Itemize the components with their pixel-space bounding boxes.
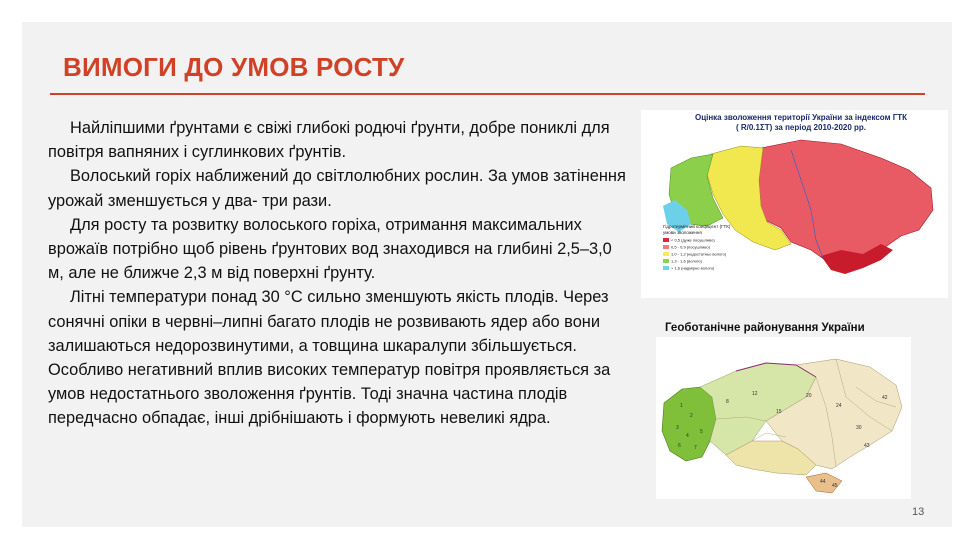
region-number: 44 xyxy=(820,479,826,485)
legend-swatch xyxy=(663,266,669,270)
title-underline xyxy=(50,93,925,95)
region-number: 24 xyxy=(836,403,842,409)
legend-swatch xyxy=(663,252,669,256)
region-number: 30 xyxy=(856,425,862,431)
moisture-map xyxy=(641,110,948,298)
region-number: 3 xyxy=(676,425,679,431)
legend-title-1: Гідротермічний коефіцієнт (ГТК) xyxy=(663,224,731,229)
paragraph-light: Волоський горіх наближений до світлолюбних рослин. За умов затінення урожай зменшується у два- три рази. xyxy=(48,167,626,210)
region-number: 2 xyxy=(690,413,693,419)
body-text xyxy=(48,116,628,431)
legend-swatch xyxy=(663,259,669,263)
region-number: 20 xyxy=(806,393,812,399)
moisture-map-title-1: Оцінка зволоження території України за індексом ГТК xyxy=(694,113,908,122)
paragraph-temperature: Літні температури понад 30 °С сильно зменшують якість плодів. Через сонячні опіки в червні–липні багато плодів не розвивають ядер або вони залишаються недорозвинутими, а товщина шкаралупи збільшується. Особливо негативний вплив високих температур повітря проявляється за умов недостатнього зволоження ґрунтів. Тоді значна частина плодів передчасно обпадає, інші дрібнішають і формують невеликі ядра. xyxy=(48,288,611,428)
legend-label: > 1,6 (надмірно волого) xyxy=(671,265,715,271)
legend-label: 0,5 - 0,9 (посушливо) xyxy=(671,244,710,250)
region-number: 43 xyxy=(864,443,870,449)
region-number: 4 xyxy=(686,433,689,439)
paragraph-groundwater: Для росту та розвитку волоського горіха, отримання максимальних врожаїв потрібно щоб рівень ґрунтових вод знаходився на глибині 2,5–3,0 м, але не ближче 2,3 м від поверхні ґрунту. xyxy=(48,215,612,283)
region-number: 15 xyxy=(776,409,782,415)
geobotanical-map-caption: Геоботанічне районування України xyxy=(665,322,865,334)
geobotanical-map xyxy=(656,337,911,499)
legend-label: < 0,5 (дуже посушливо) xyxy=(671,237,715,243)
legend-swatch xyxy=(663,245,669,249)
moisture-map-title-2: ( R/0.1ΣT) за період 2010-2020 рр. xyxy=(735,123,867,132)
region-number: 8 xyxy=(726,399,729,405)
region-number: 1 xyxy=(680,403,683,409)
region-number: 42 xyxy=(882,395,888,401)
region-number: 45 xyxy=(832,483,838,489)
slide-title: ВИМОГИ ДО УМОВ РОСТУ xyxy=(63,52,405,82)
legend-title-2: умови зволоження xyxy=(663,230,702,235)
legend-swatch xyxy=(663,238,669,242)
legend-label: 1,3 - 1,6 (волого) xyxy=(671,258,702,264)
region-number: 5 xyxy=(700,429,703,435)
moisture-legend xyxy=(663,238,727,271)
moisture-zone-red xyxy=(757,140,933,270)
geo-zone-dark-green xyxy=(662,387,716,461)
paragraph-soil: Найліпшими ґрунтами є свіжі глибокі родючі ґрунти, добре пониклі для повітря вапняних і суглинкових ґрунтів. xyxy=(48,119,610,162)
page-number: 13 xyxy=(912,506,925,518)
legend-label: 1,0 - 1,2 (недостатньо волого) xyxy=(671,251,727,257)
region-number: 12 xyxy=(752,391,758,397)
region-number: 7 xyxy=(694,445,697,451)
region-number: 6 xyxy=(678,443,681,449)
